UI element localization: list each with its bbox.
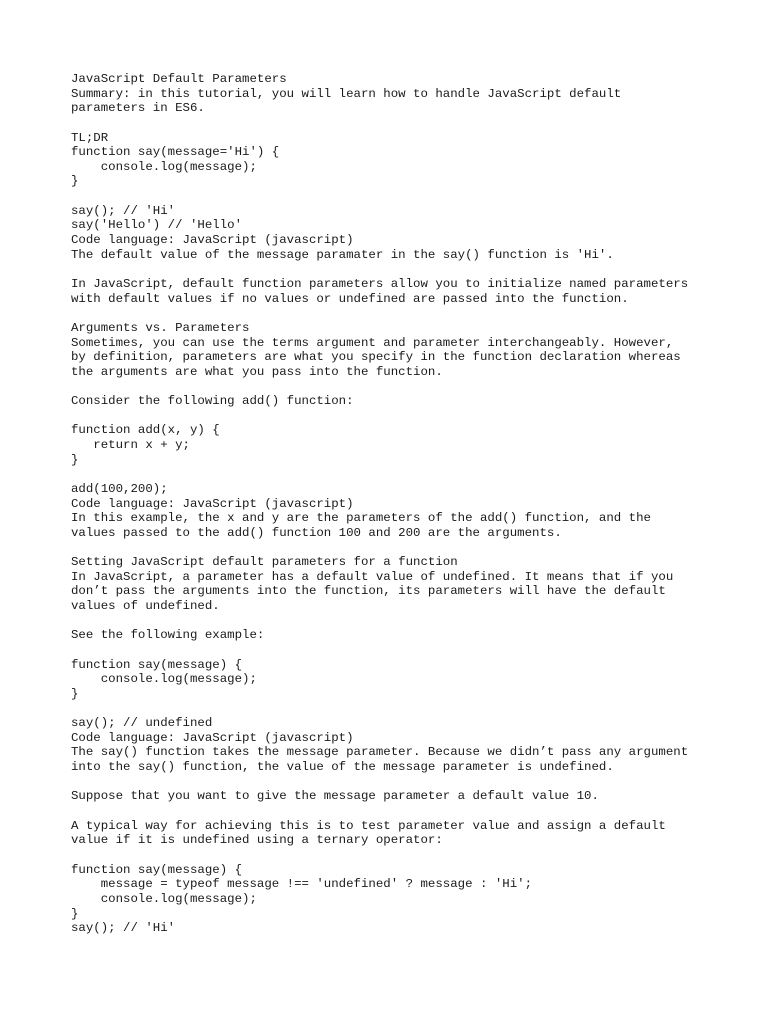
text-line: TL;DR bbox=[71, 130, 109, 145]
text-line: In this example, the x and y are the parameters of the add() function, and the bbox=[71, 511, 651, 526]
text-line: } bbox=[71, 174, 79, 189]
text-line: Code language: JavaScript (javascript) bbox=[71, 496, 354, 511]
text-line: with default values if no values or undefined are passed into the function. bbox=[71, 291, 629, 306]
text-line: Code language: JavaScript (javascript) bbox=[71, 730, 354, 745]
blank-line bbox=[71, 848, 751, 863]
text-line: In JavaScript, a parameter has a default value of undefined. It means that if you bbox=[71, 569, 674, 584]
blank-line bbox=[71, 775, 751, 790]
text-line: function add(x, y) { bbox=[71, 423, 220, 438]
text-line: function say(message) { bbox=[71, 657, 243, 672]
text-line: don’t pass the arguments into the function, its parameters will have the default bbox=[71, 584, 666, 599]
blank-line bbox=[71, 467, 751, 482]
text-line: console.log(message); bbox=[71, 891, 257, 906]
text-line: } bbox=[71, 686, 79, 701]
blank-line bbox=[71, 379, 751, 394]
text-line: return x + y; bbox=[71, 438, 190, 453]
text-line: Summary: in this tutorial, you will learn how to handle JavaScript default bbox=[71, 86, 622, 101]
text-line: In JavaScript, default function parameters allow you to initialize named parameters bbox=[71, 276, 689, 291]
text-line: values passed to the add() function 100 and 200 are the arguments. bbox=[71, 525, 562, 540]
text-line: message = typeof message !== 'undefined' ? message : 'Hi'; bbox=[71, 877, 533, 892]
blank-line bbox=[71, 306, 751, 321]
text-line: Arguments vs. Parameters bbox=[71, 320, 250, 335]
text-line: function say(message='Hi') { bbox=[71, 145, 280, 160]
text-line: say(); // 'Hi' bbox=[71, 203, 176, 218]
text-line: JavaScript Default Parameters bbox=[71, 72, 287, 86]
blank-line bbox=[71, 541, 751, 556]
text-line: Sometimes, you can use the terms argument and parameter interchangeably. However, bbox=[71, 335, 674, 350]
text-line: console.log(message); bbox=[71, 159, 257, 174]
text-line: say(); // 'Hi' bbox=[71, 921, 176, 936]
text-line: console.log(message); bbox=[71, 672, 257, 687]
text-line: add(100,200); bbox=[71, 481, 168, 496]
text-line: the arguments are what you pass into the function. bbox=[71, 364, 443, 379]
blank-line bbox=[71, 409, 751, 424]
document-body bbox=[71, 72, 751, 936]
blank-line bbox=[71, 116, 751, 131]
text-line: values of undefined. bbox=[71, 599, 220, 614]
text-line: } bbox=[71, 906, 79, 921]
text-line: Setting JavaScript default parameters for a function bbox=[71, 555, 458, 570]
blank-line bbox=[71, 614, 751, 629]
text-line: See the following example: bbox=[71, 628, 265, 643]
text-line: Code language: JavaScript (javascript) bbox=[71, 233, 354, 248]
text-line: value if it is undefined using a ternary operator: bbox=[71, 833, 443, 848]
text-line: The say() function takes the message parameter. Because we didn’t pass any argument bbox=[71, 745, 689, 760]
blank-line bbox=[71, 189, 751, 204]
blank-line bbox=[71, 262, 751, 277]
text-line: Consider the following add() function: bbox=[71, 394, 354, 409]
blank-line bbox=[71, 702, 751, 717]
text-line: A typical way for achieving this is to test parameter value and assign a default bbox=[71, 818, 666, 833]
text-line: say(); // undefined bbox=[71, 716, 213, 731]
text-line: The default value of the message paramater in the say() function is 'Hi'. bbox=[71, 247, 614, 262]
text-line: say('Hello') // 'Hello' bbox=[71, 218, 243, 233]
text-line: parameters in ES6. bbox=[71, 101, 205, 116]
text-line: Suppose that you want to give the message parameter a default value 10. bbox=[71, 789, 599, 804]
text-line: by definition, parameters are what you specify in the function declaration whereas bbox=[71, 350, 681, 365]
blank-line bbox=[71, 643, 751, 658]
text-line: into the say() function, the value of the message parameter is undefined. bbox=[71, 760, 614, 775]
text-line: } bbox=[71, 452, 79, 467]
text-line: function say(message) { bbox=[71, 862, 243, 877]
blank-line bbox=[71, 804, 751, 819]
